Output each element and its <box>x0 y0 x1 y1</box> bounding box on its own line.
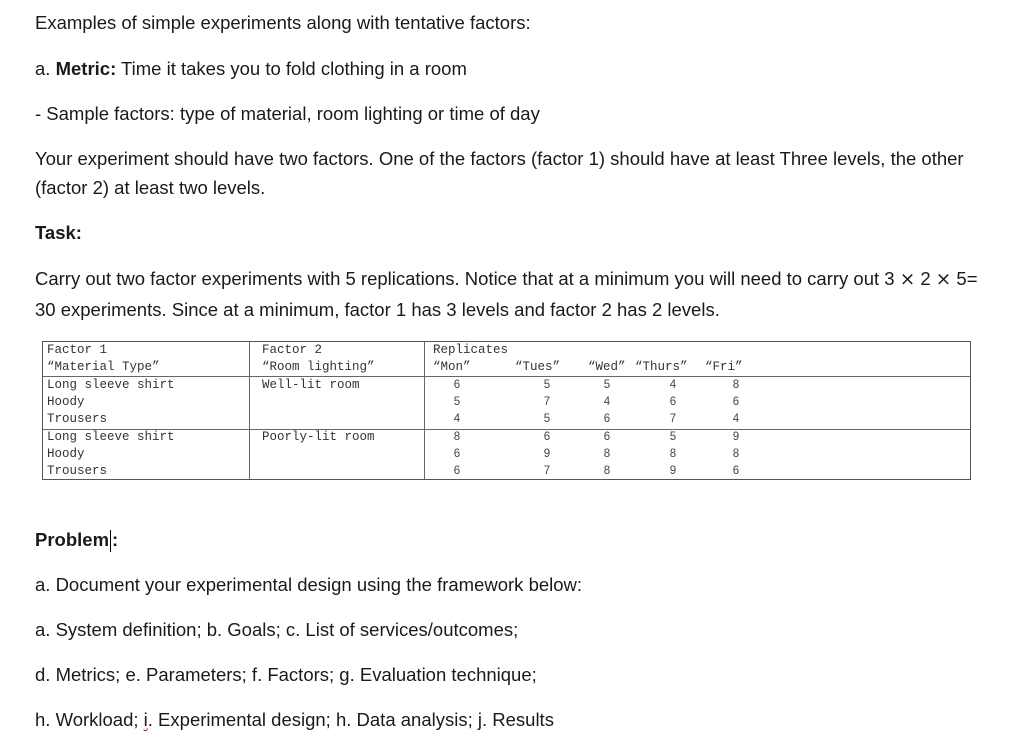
material-level: Trousers <box>47 412 108 426</box>
spellcheck-mark: i <box>143 709 148 730</box>
lighting-level: Well-lit room <box>262 378 360 392</box>
replicate-value: 9 <box>669 465 677 477</box>
problem-list-3-post: . Experimental design; h. Data analysis; j. Results <box>147 709 554 730</box>
metric-label: Metric: <box>55 58 117 79</box>
replicate-value: 5 <box>669 431 677 443</box>
problem-heading-colon: : <box>112 529 119 550</box>
day-header: “Tues” <box>515 360 561 374</box>
replicate-value: 6 <box>603 431 611 443</box>
replicate-value: 7 <box>543 465 551 477</box>
replicate-value: 4 <box>453 413 461 425</box>
factor1-subheader: “Material Type” <box>47 360 160 374</box>
material-level: Trousers <box>47 464 108 478</box>
material-level: Long sleeve shirt <box>47 430 175 444</box>
replicate-value: 9 <box>543 448 551 460</box>
task-heading: Task: <box>35 222 82 243</box>
experiment-table <box>42 341 971 480</box>
table-divider <box>249 342 250 479</box>
replicate-value: 5 <box>603 379 611 391</box>
factor2-subheader: “Room lighting” <box>262 360 375 374</box>
factor1-header: Factor 1 <box>47 343 108 357</box>
day-header: “Thurs” <box>635 360 688 374</box>
day-header: “Wed” <box>588 360 626 374</box>
replicate-value: 8 <box>603 448 611 460</box>
replicate-value: 7 <box>543 396 551 408</box>
lighting-level: Poorly-lit room <box>262 430 375 444</box>
replicate-value: 7 <box>669 413 677 425</box>
problem-a-text: a. Document your experimental design using the framework below: <box>35 574 583 595</box>
sample-factors-text: - Sample factors: type of material, room lighting or time of day <box>35 103 540 124</box>
problem-list-3-pre: h. Workload; <box>35 709 144 730</box>
replicate-value: 5 <box>543 413 551 425</box>
replicate-value: 6 <box>543 431 551 443</box>
replicate-value: 6 <box>732 396 740 408</box>
replicate-value: 6 <box>669 396 677 408</box>
replicate-value: 8 <box>603 465 611 477</box>
metric-text: Time it takes you to fold clothing in a room <box>116 58 467 79</box>
factor2-header: Factor 2 <box>262 343 323 357</box>
replicate-value: 8 <box>453 431 461 443</box>
replicate-value: 8 <box>669 448 677 460</box>
replicate-value: 8 <box>732 448 740 460</box>
problem-list-3 <box>35 705 554 734</box>
metric-prefix: a. <box>35 58 56 79</box>
replicate-value: 4 <box>732 413 740 425</box>
text-cursor <box>110 530 111 552</box>
table-divider <box>43 376 970 377</box>
problem-heading <box>35 525 118 554</box>
replicate-value: 8 <box>732 379 740 391</box>
intro-text: Examples of simple experiments along with tentative factors: <box>35 12 531 33</box>
table-divider <box>43 429 970 430</box>
table-divider <box>424 342 425 479</box>
replicate-value: 6 <box>453 379 461 391</box>
material-level: Hoody <box>47 447 85 461</box>
replicate-value: 6 <box>603 413 611 425</box>
replicate-value: 6 <box>453 448 461 460</box>
metric-line <box>35 54 467 83</box>
task-text: Carry out two factor experiments with 5 replications. Notice that at a minimum you will need to carry out 3 ⨯ 2 ⨯ 5= 30 experiments. Since at a minimum, factor 1 has 3 levels and factor 2 has 2 levels. <box>35 268 978 320</box>
replicate-value: 4 <box>603 396 611 408</box>
material-level: Long sleeve shirt <box>47 378 175 392</box>
replicate-value: 5 <box>543 379 551 391</box>
replicates-header: Replicates <box>433 343 509 357</box>
day-header: “Fri” <box>705 360 743 374</box>
replicate-value: 9 <box>732 431 740 443</box>
replicate-value: 5 <box>453 396 461 408</box>
problem-list-2: d. Metrics; e. Parameters; f. Factors; g. Evaluation technique; <box>35 664 537 685</box>
replicate-value: 4 <box>669 379 677 391</box>
replicate-value: 6 <box>732 465 740 477</box>
requirement-text: Your experiment should have two factors. One of the factors (factor 1) should have at least Three levels, the other (factor 2) at least two levels. <box>35 148 964 198</box>
problem-list-1: a. System definition; b. Goals; c. List of services/outcomes; <box>35 619 519 640</box>
material-level: Hoody <box>47 395 85 409</box>
replicate-value: 6 <box>453 465 461 477</box>
problem-heading-text: Problem <box>35 529 110 550</box>
day-header: “Mon” <box>433 360 471 374</box>
